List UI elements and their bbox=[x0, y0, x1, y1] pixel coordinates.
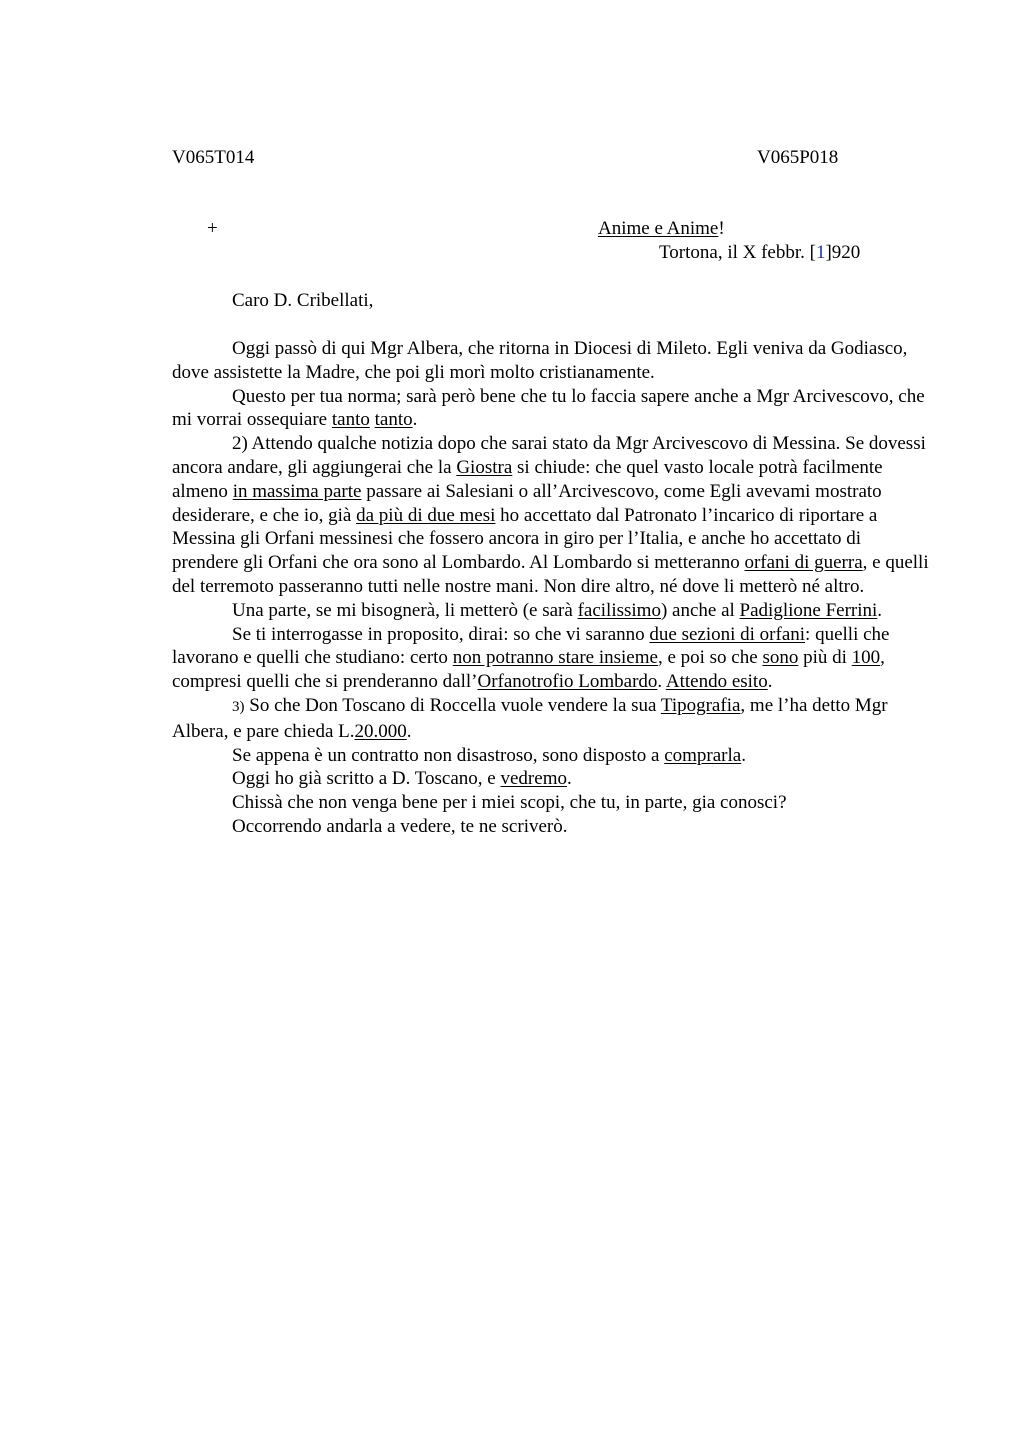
p5-underlined-6: Attendo esito bbox=[665, 671, 768, 693]
p4-text-b: ) anche al bbox=[660, 599, 740, 621]
p2-text-a: Questo per tua norma; sarà però bene che tu lo faccia sapere anche a Mgr Arcivescovo, che mi vorrai ossequiare bbox=[172, 385, 925, 431]
p5-end: . bbox=[767, 671, 773, 693]
place-date-part-a: Tortona, il X febbr. [ bbox=[659, 242, 816, 263]
p3-number: 2) bbox=[232, 433, 248, 455]
place-date-bracket: 1 bbox=[815, 242, 826, 263]
cross-symbol: + bbox=[207, 218, 218, 239]
salutation: Caro D. Cribellati, bbox=[232, 290, 374, 311]
p5-underlined-3: sono bbox=[762, 647, 799, 669]
p3-text-b: si chiude: che quel vasto locale potrà facilmente almeno bbox=[172, 456, 883, 502]
motto bbox=[598, 217, 725, 241]
p6-text-b: , me l’ha detto Mgr Albera, e pare chieda L. bbox=[172, 694, 888, 742]
p5-text-b: : quelli che lavorano e quelli che studiano: certo bbox=[172, 623, 890, 669]
paragraph-3 bbox=[172, 432, 932, 599]
p5-text-e: , compresi quelli che si prenderanno dall’ bbox=[172, 647, 885, 693]
p3-underlined-1: Giostra bbox=[456, 456, 513, 478]
p5-text-a: Se ti interrogasse in proposito, dirai: so che vi saranno bbox=[232, 623, 650, 645]
p5-underlined-2: non potranno stare insieme bbox=[452, 647, 658, 669]
paragraph-7 bbox=[172, 744, 932, 768]
p6-end: . bbox=[406, 720, 412, 742]
paragraph-8 bbox=[172, 767, 932, 791]
p4-underlined-2: Padiglione Ferrini bbox=[739, 599, 878, 621]
p4-end: . bbox=[877, 599, 883, 621]
place-date bbox=[659, 241, 860, 265]
p2-end: . bbox=[412, 409, 418, 431]
p5-underlined-4: 100 bbox=[851, 647, 881, 669]
motto-underlined: Anime e Anime bbox=[598, 218, 719, 239]
p6-underlined-2: 20.000 bbox=[354, 720, 407, 742]
p5-text-d: più di bbox=[798, 647, 852, 669]
p6-text-a: So che Don Toscano di Roccella vuole vendere la sua bbox=[244, 694, 661, 716]
p7-end: . bbox=[741, 744, 746, 766]
paragraph-5 bbox=[172, 623, 932, 694]
p3-text-e: , e quelli del terremoto passeranno tutti nelle nostre mani. Non dire altro, né dove li metterò né altro. bbox=[172, 552, 929, 597]
p8-end: . bbox=[566, 768, 572, 790]
motto-end: ! bbox=[718, 218, 725, 239]
document-code-right: V065P018 bbox=[757, 147, 839, 168]
p7-text-a: Se appena è un contratto non disastroso, sono disposto a bbox=[232, 744, 665, 766]
paragraph-4 bbox=[172, 599, 932, 623]
p3-text-c: passare ai Salesiani o all’Arcivescovo, come Egli avevami mostrato desiderare, e che io, già bbox=[172, 480, 882, 526]
p3-underlined-4: orfani di guerra bbox=[744, 552, 863, 574]
p8-text-a: Oggi ho già scritto a D. Toscano, e bbox=[232, 768, 501, 790]
p2-underlined-2: tanto bbox=[374, 409, 413, 431]
p4-text-a: Una parte, se mi bisognerà, li metterò (e sarà bbox=[232, 599, 578, 621]
document-code-left: V065T014 bbox=[172, 147, 255, 168]
p7-underlined-1: comprarla bbox=[664, 744, 742, 766]
place-date-part-b: ]920 bbox=[825, 242, 861, 263]
p4-underlined-1: facilissimo bbox=[577, 599, 661, 621]
p3-text-a: Attendo qualche notizia dopo che sarai stato da Mgr Arcivescovo di Messina. Se dovessi ancora andare, gli aggiungerai che la bbox=[172, 433, 926, 478]
p6-number: 3) bbox=[232, 698, 245, 715]
p5-text-c: , e poi so che bbox=[657, 647, 763, 669]
p2-underlined-1: tanto bbox=[331, 409, 370, 431]
p6-underlined-1: Tipografia bbox=[660, 694, 741, 716]
p8-underlined-1: vedremo bbox=[500, 768, 567, 790]
p5-underlined-1: due sezioni di orfani bbox=[649, 623, 806, 645]
letter-body bbox=[172, 337, 932, 839]
paragraph-6 bbox=[172, 694, 932, 744]
paragraph-1: Oggi passò di qui Mgr Albera, che ritorna in Diocesi di Mileto. Egli veniva da Godiasco, dove assistette la Madre, che poi gli morì molto cristianamente. bbox=[172, 338, 908, 383]
paragraph-10: Occorrendo andarla a vedere, te ne scriverò. bbox=[232, 815, 568, 837]
paragraph-9: Chissà che non venga bene per i miei scopi, che tu, in parte, gia conosci? bbox=[232, 792, 787, 814]
paragraph-2 bbox=[172, 385, 932, 433]
p3-text-d: ho accettato dal Patronato l’incarico di riportare a Messina gli Orfani messinesi che fossero ancora in giro per l’Italia, e anche ho accettato di prendere gli Orfani che ora sono al Lombardo. Al Lombardo si metteranno bbox=[172, 504, 878, 574]
p3-underlined-2: in massima parte bbox=[232, 480, 362, 502]
p3-underlined-3: da più di due mesi bbox=[356, 504, 496, 526]
p5-underlined-5: Orfanotrofio Lombardo bbox=[477, 671, 658, 693]
p5-text-f: . bbox=[657, 671, 666, 693]
